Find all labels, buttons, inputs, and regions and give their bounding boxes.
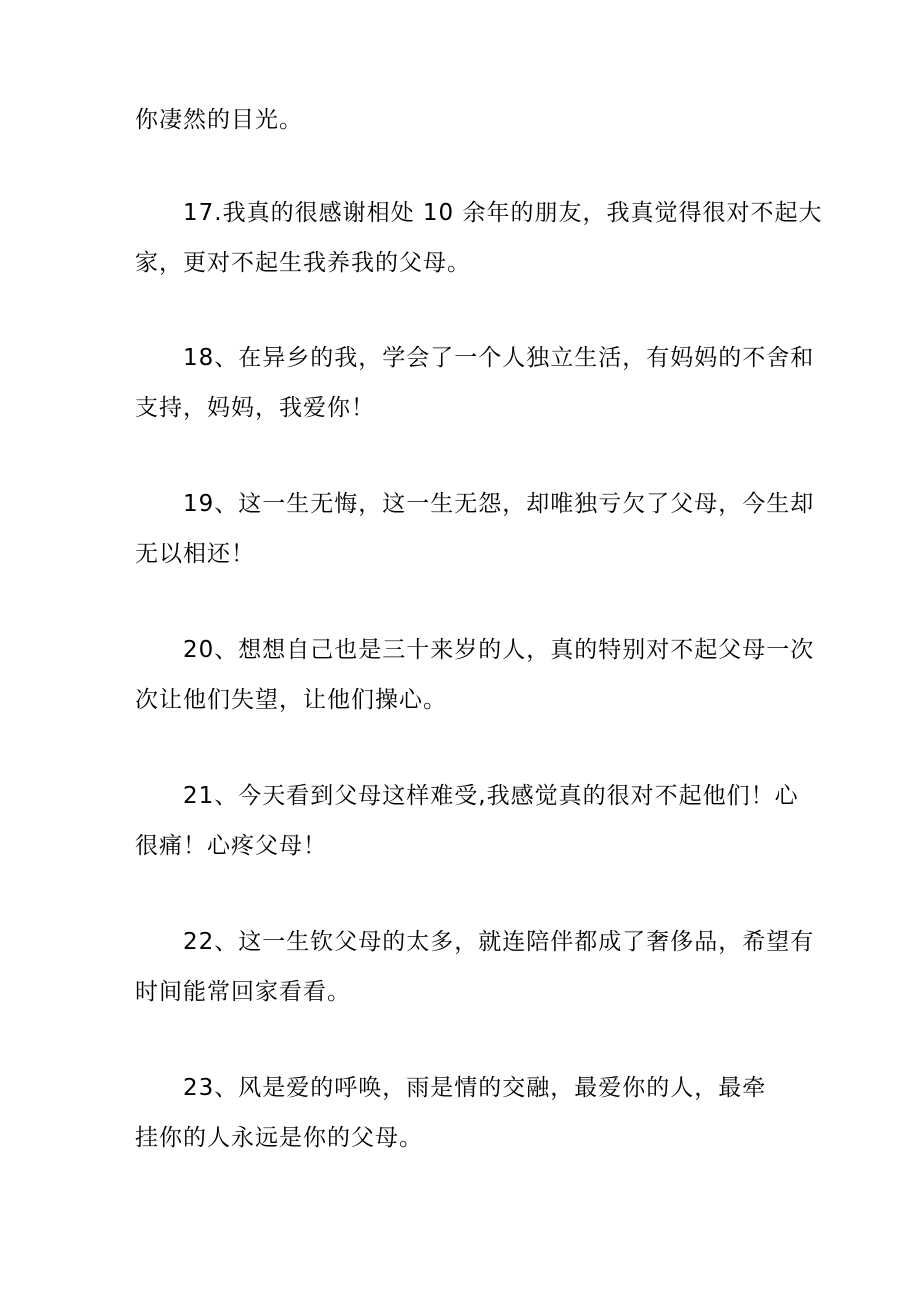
paragraph-line: 19、这一生无悔，这一生无怨，却唯独亏欠了父母，今生却 xyxy=(183,491,815,517)
paragraph-21 xyxy=(135,771,799,871)
paragraph-23 xyxy=(135,1063,795,1163)
paragraph-line: 21、今天看到父母这样难受,我感觉真的很对不起他们！心 xyxy=(183,783,799,809)
paragraph-line: 很痛！心疼父母！ xyxy=(135,833,327,859)
paragraph-line: 挂你的人永远是你的父母。 xyxy=(135,1125,423,1151)
paragraph-line: 支持，妈妈，我爱你！ xyxy=(135,395,375,421)
paragraph-line: 18、在异乡的我，学会了一个人独立生活，有妈妈的不舍和 xyxy=(183,345,815,371)
paragraph-line: 次让他们失望，让他们操心。 xyxy=(135,687,447,713)
paragraph-line: 22、这一生钦父母的太多，就连陪伴都成了奢侈品，希望有 xyxy=(183,929,815,955)
paragraph-line: 时间能常回家看看。 xyxy=(135,979,351,1005)
paragraph-line: 17.我真的很感谢相处 10 余年的朋友，我真觉得很对不起大 xyxy=(183,200,823,226)
paragraph-line: 你凄然的目光。 xyxy=(135,107,303,133)
paragraph-line: 家，更对不起生我养我的父母。 xyxy=(135,250,471,276)
paragraph-18 xyxy=(135,333,815,433)
paragraph-line: 无以相还！ xyxy=(135,541,255,567)
paragraph-20 xyxy=(135,625,815,725)
paragraph-19 xyxy=(135,479,815,579)
paragraph-line: 23、风是爱的呼唤，雨是情的交融，最爱你的人，最牵 xyxy=(183,1075,767,1101)
paragraph-22 xyxy=(135,917,815,1017)
paragraph-continuation xyxy=(135,95,795,145)
paragraph-line: 20、想想自己也是三十来岁的人，真的特别对不起父母一次 xyxy=(183,637,815,663)
paragraph-17 xyxy=(135,188,823,288)
